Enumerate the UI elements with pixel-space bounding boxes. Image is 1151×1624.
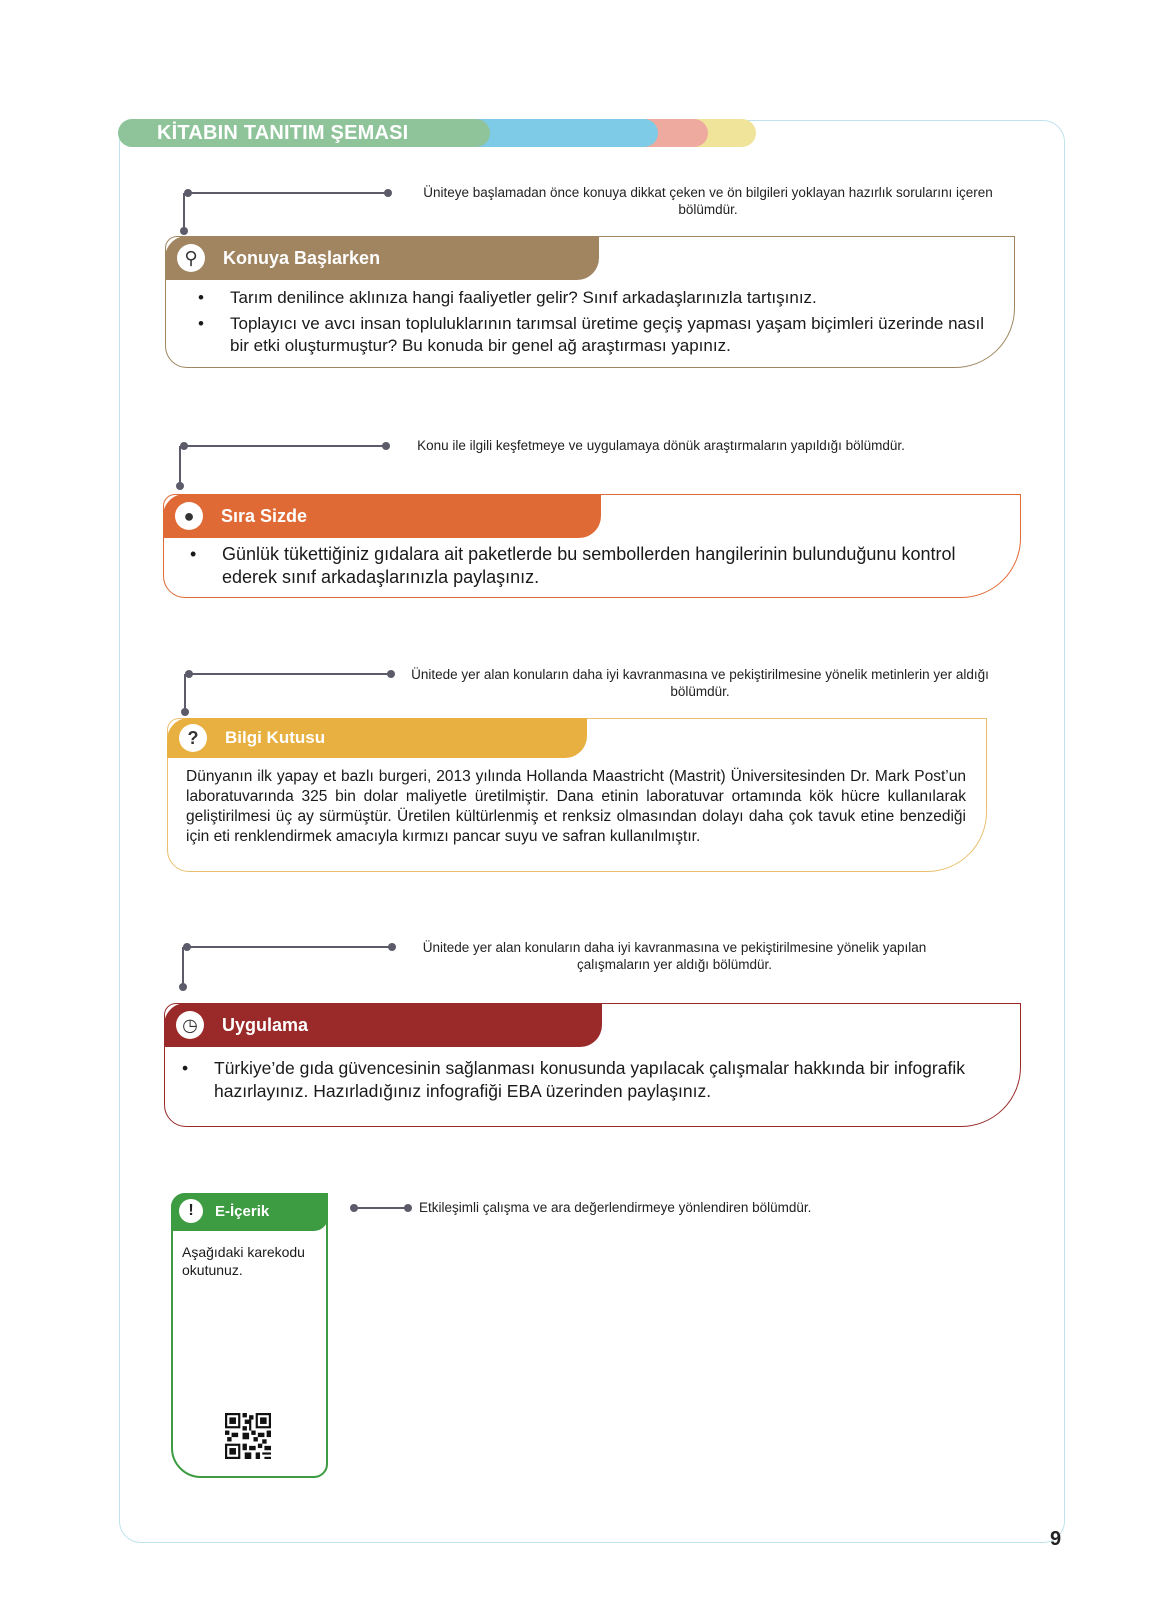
section-title: Sıra Sizde	[221, 506, 308, 526]
list-item: • Toplayıcı ve avcı insan topluluklarının tarımsal üretime geçiş yapması yaşam biçimleri üzerinde nasıl bir etki oluşturmuştur? Bu konuda bir genel ağ araştırması yapınız.	[196, 313, 986, 357]
e-icerik-desc: Etkileşimli çalışma ve ara değerlendirmeye yönlendiren bölümdür.	[419, 1200, 812, 1215]
section-desc: Ünitede yer alan konuların daha iyi kavranmasına ve pekiştirilmesine yönelik metinlerin yer aldığı bölümdür.	[411, 667, 989, 699]
head-clock-icon: ◷	[176, 1011, 204, 1039]
section-title: Uygulama	[222, 1015, 309, 1035]
section-title: Bilgi Kutusu	[225, 728, 326, 747]
list-item: • Tarım denilince aklınıza hangi faaliyetler gelir? Sınıf arkadaşlarınızla tartışınız.	[196, 287, 986, 309]
head-exclamation-icon: !	[179, 1199, 203, 1223]
konuya-baslarken-content	[196, 287, 986, 361]
sira-sizde-tab	[163, 494, 601, 538]
page-title: KİTABIN TANITIM ŞEMASI	[157, 122, 409, 144]
uygulama-content	[180, 1057, 1000, 1107]
e-icerik-title: E-İçerik	[215, 1203, 270, 1220]
list-item: • Türkiye’de gıda güvencesinin sağlanması konusunda yapılacak çalışmalar hakkında bir infografik hazırlayınız. Hazırladığınız infografiği EBA üzerinden paylaşınız.	[180, 1057, 1000, 1103]
bilgi-kutusu-text: Dünyanın ilk yapay et bazlı burgeri, 2013 yılında Hollanda Maastricht (Mastrit) Üniversitesinden Dr. Mark Post’un laboratuvarında 325 bin dolar maliyetle üretilmiştir. Dana etinin laboratuvar ortamında kök hücre kullanılarak geliştirilmesi üç ay sürmüştür. Üretilen kültürlenmiş et renksiz olmasından dolayı daha çok tavuk etine benzediği için eti renklendirmek amacıyla kırmızı pancar suyu ve safran kullanılmıştır.	[186, 768, 966, 845]
list-item: • Günlük tükettiğiniz gıdalara ait paketlerde bu sembollerden hangilerinin bulunduğunu kontrol ederek sınıf arkadaşlarınızla paylaşınız.	[188, 543, 998, 589]
section-desc: Ünitede yer alan konuların daha iyi kavranmasına ve pekiştirilmesine yönelik yapılan çalışmaların yer aldığı bölümdür.	[422, 940, 927, 972]
page-number: 9	[1050, 1528, 1062, 1550]
e-icerik-tab	[171, 1193, 328, 1231]
head-speech-icon: ●	[175, 502, 203, 530]
head-question-icon: ?	[179, 724, 207, 752]
section-desc: Üniteye başlamadan önce konuya dikkat çeken ve ön bilgileri yoklayan hazırlık sorularını içeren bölümdür.	[423, 185, 993, 217]
section-desc: Konu ile ilgili keşfetmeye ve uygulamaya dönük araştırmaların yapıldığı bölümdür.	[417, 438, 905, 453]
head-magnifier-icon: ⚲	[177, 244, 205, 272]
sira-sizde-content	[188, 543, 998, 593]
bilgi-kutusu-tab	[167, 718, 587, 758]
konuya-baslarken-tab	[165, 236, 599, 280]
uygulama-tab	[164, 1003, 602, 1047]
qr-code-icon[interactable]	[225, 1413, 271, 1459]
e-icerik-text: Aşağıdaki karekodu okutunuz.	[182, 1244, 305, 1278]
e-icerik-box	[171, 1193, 328, 1478]
section-title: Konuya Başlarken	[223, 248, 381, 268]
